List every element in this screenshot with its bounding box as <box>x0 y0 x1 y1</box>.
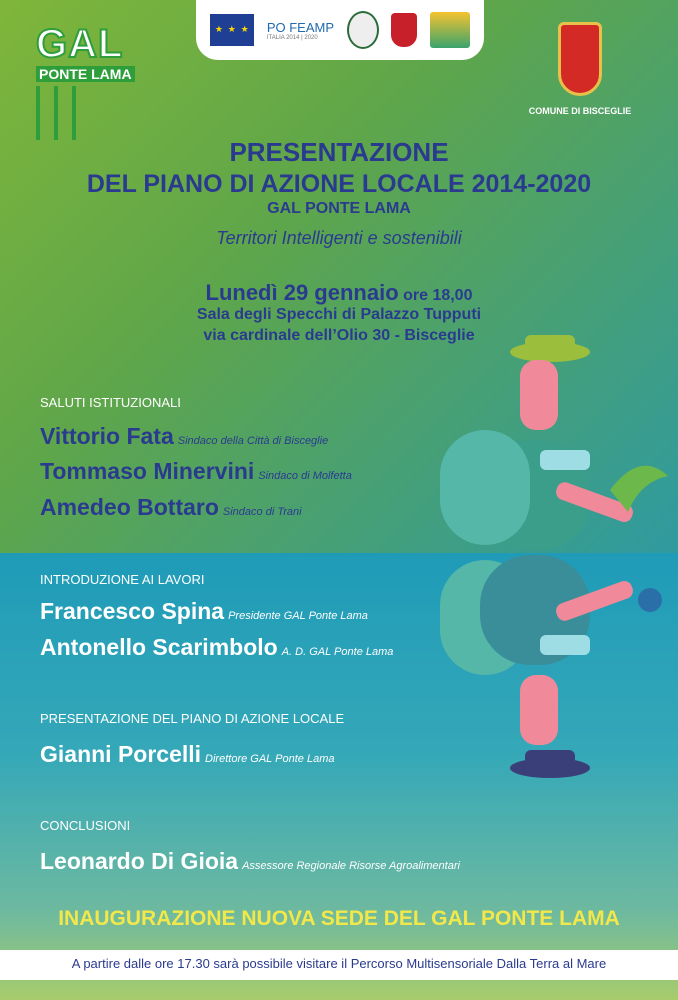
gal-logo-subtext: PONTE LAMA <box>36 66 135 82</box>
speaker-name: Francesco Spina <box>40 598 225 624</box>
puglia-crest-icon <box>391 13 417 47</box>
heading-introduzione: INTRODUZIONE AI LAVORI <box>40 572 205 587</box>
bisceglie-crest-icon <box>558 22 602 96</box>
gal-ponte-lama-logo <box>36 24 146 140</box>
po-feamp-label: PO FEAMP <box>266 19 335 35</box>
inauguration-title: INAUGURAZIONE NUOVA SEDE DEL GAL PONTE LAMA <box>58 907 620 930</box>
speaker-name: Antonello Scarimbolo <box>40 634 278 660</box>
speaker-row <box>40 598 368 625</box>
farmer-top <box>440 335 668 550</box>
speaker-row <box>40 634 393 661</box>
event-date <box>0 280 678 306</box>
speaker-row <box>40 423 328 450</box>
comune-di-bisceglie <box>520 22 640 116</box>
title-gal: GAL PONTE LAMA <box>267 200 411 217</box>
farmer-bottom <box>440 555 662 778</box>
event-day: Lunedì 29 gennaio <box>205 280 399 305</box>
speaker-role: Sindaco di Trani <box>222 506 302 518</box>
speaker-role: A. D. GAL Ponte Lama <box>281 646 394 658</box>
heading-presentazione-piano: PRESENTAZIONE DEL PIANO DI AZIONE LOCALE <box>40 711 345 726</box>
po-feamp-sub: ITALIA 2014 | 2020 <box>266 34 318 41</box>
speaker-row <box>40 458 352 485</box>
psr-puglia-logo <box>430 12 470 48</box>
speaker-row <box>40 741 334 768</box>
footer-note: A partire dalle ore 17.30 sarà possibile visitare il Percorso Multisensoriale Dalla Terra al Mare <box>71 956 607 971</box>
po-feamp-logo <box>267 20 334 41</box>
reflected-farmer-illustration <box>410 330 670 790</box>
speaker-name: Vittorio Fata <box>40 423 174 449</box>
speaker-name: Leonardo Di Gioia <box>40 848 239 874</box>
italy-emblem-icon <box>347 11 379 49</box>
event-address: via cardinale dell’Olio 30 - Bisceglie <box>203 327 475 344</box>
speaker-name: Gianni Porcelli <box>40 741 202 767</box>
speaker-name: Amedeo Bottaro <box>40 494 219 520</box>
speaker-role: Sindaco della Città di Bisceglie <box>177 435 329 447</box>
speaker-name: Tommaso Minervini <box>40 458 255 484</box>
speaker-role: Direttore GAL Ponte Lama <box>205 753 335 765</box>
title-piano: DEL PIANO DI AZIONE LOCALE 2014-2020 <box>86 170 592 198</box>
gal-logo-text: GAL <box>36 22 124 66</box>
funding-logos <box>196 0 484 60</box>
speaker-role: Assessore Regionale Risorse Agroalimentari <box>242 860 460 872</box>
gal-logo-pillars <box>36 86 146 140</box>
heading-conclusioni: CONCLUSIONI <box>40 818 131 833</box>
eu-flag-icon: ★ ★ ★ <box>210 14 254 46</box>
heading-saluti: SALUTI ISTITUZIONALI <box>40 395 181 410</box>
speaker-role: Presidente GAL Ponte Lama <box>228 610 368 622</box>
comune-label: COMUNE DI BISCEGLIE <box>528 106 632 116</box>
event-venue: Sala degli Specchi di Palazzo Tupputi <box>196 306 482 323</box>
event-time: ore 18,00 <box>403 287 473 304</box>
title-slogan: Territori Intelligenti e sostenibili <box>216 228 462 248</box>
speaker-role: Sindaco di Molfetta <box>258 470 352 482</box>
speaker-row <box>40 494 302 521</box>
title-presentazione: PRESENTAZIONE <box>229 137 449 167</box>
speaker-row <box>40 848 460 875</box>
